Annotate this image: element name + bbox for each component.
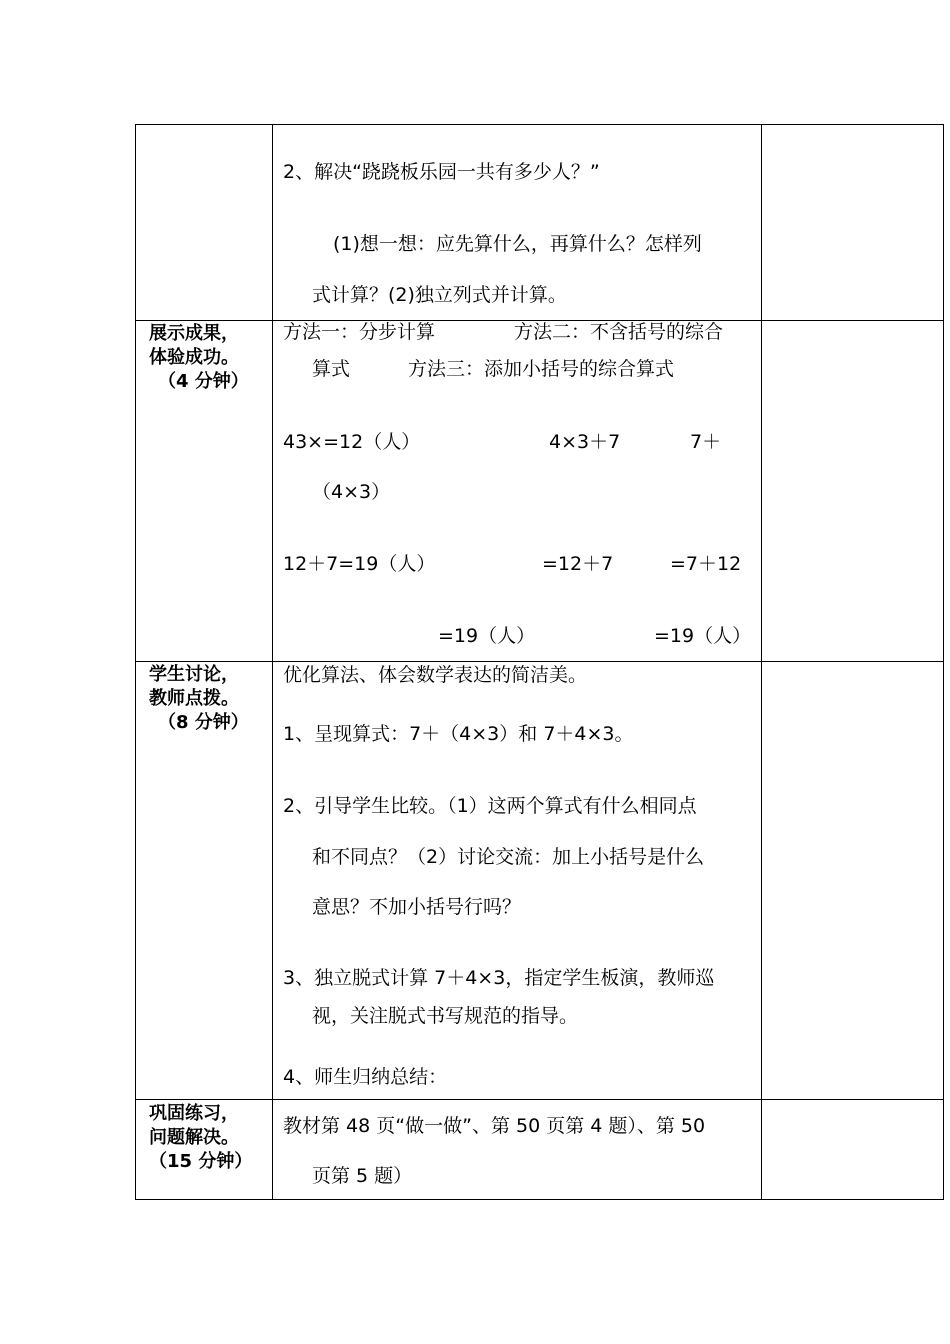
content-line: 方法三：添加小括号的综合算式	[408, 358, 675, 380]
section-label: 教师点拨。	[149, 688, 239, 709]
content-line: 和不同点？（2）讨论交流：加上小括号是什么	[312, 846, 705, 868]
content-line: =19（人）	[654, 625, 752, 647]
content-line: 优化算法、体会数学表达的简洁美。	[283, 664, 588, 686]
section-label: （15 分钟）	[149, 1151, 253, 1172]
content-line: 式计算？(2)独立列式并计算。	[312, 284, 567, 306]
section-label: 巩固练习，	[149, 1103, 239, 1124]
section-label: 问题解决。	[149, 1127, 239, 1148]
section-label: 体验成功。	[149, 347, 239, 368]
content-line: （4×3）	[312, 481, 391, 503]
content-line: 算式	[312, 358, 351, 380]
content-line: 方法一：分步计算	[283, 321, 436, 343]
content-line: 2、解决“跷跷板乐园一共有多少人？”	[283, 161, 600, 183]
content-line: 43×=12（人）	[283, 431, 421, 453]
content-line: 页第 5 题）	[312, 1165, 413, 1187]
content-line: (1)想一想：应先算什么，再算什么？怎样列	[333, 233, 702, 255]
section-label: 学生讨论，	[149, 664, 239, 685]
content-line: 1、呈现算式：7＋（4×3）和 7＋4×3。	[283, 723, 634, 745]
column-divider	[761, 125, 762, 1199]
content-line: 4×3＋7	[549, 431, 621, 453]
content-line: 教材第 48 页“做一做”、第 50 页第 4 题）、第 50	[283, 1115, 706, 1137]
content-line: =7＋12	[670, 553, 742, 575]
content-line: 3、独立脱式计算 7＋4×3，指定学生板演，教师巡	[283, 967, 715, 989]
content-line: 12＋7=19（人）	[283, 553, 436, 575]
section-label: （4 分钟）	[158, 371, 249, 392]
section-label: （8 分钟）	[158, 712, 249, 733]
content-line: 2、引导学生比较。（1）这两个算式有什么相同点	[283, 795, 697, 817]
content-line: =19（人）	[438, 625, 536, 647]
content-line: =12＋7	[542, 553, 614, 575]
row-divider	[136, 661, 943, 662]
content-line: 视，关注脱式书写规范的指导。	[312, 1005, 579, 1027]
content-line: 4、师生归纳总结：	[283, 1066, 448, 1088]
section-label: 展示成果，	[149, 323, 239, 344]
row-divider	[136, 1099, 943, 1100]
content-line: 方法二：不含括号的综合	[514, 321, 724, 343]
content-line: 意思？不加小括号行吗？	[312, 896, 522, 918]
column-divider	[272, 125, 273, 1199]
content-line: 7＋	[690, 431, 722, 453]
